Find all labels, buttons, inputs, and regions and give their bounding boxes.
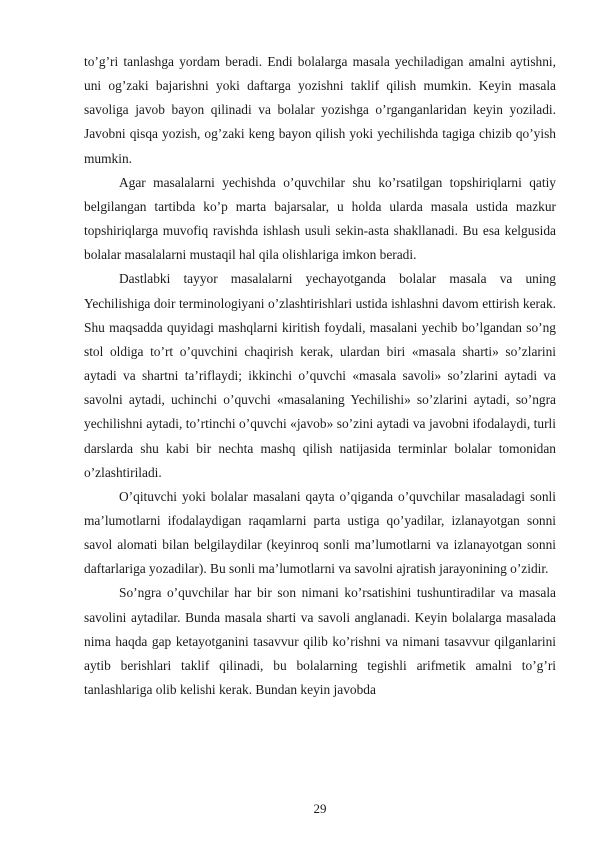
paragraph: So’ngra o’quvchilar har bir son nimani ko’rsatishini tushuntiradilar va masala savolini aytadilar. Bunda masala sharti va savoli anglanadi. Keyin bolalarga masalada nima haqda gap ketayotganini tasavvur qilib ko’rishni va nimani tasavvur qilganlarini aytib berishlari taklif qilinadi, bu bolalarning tegishli arifmetik amalni to’g’ri tanlashlariga olib kelishi kerak. Bundan keyin javobda [84, 585, 556, 698]
document-body [84, 50, 556, 702]
paragraph-continued: to’g’ri tanlashga yordam beradi. Endi bolalarga masala yechiladigan amalni aytishni, uni og’zaki bajarishni yoki daftarga yozishni taklif qilish mumkin. Keyin masala savoliga javob bayon qilinadi va bolalar yozishga o’rganganlaridan keyin yoziladi. Javobni qisqa yozish, og’zaki keng bayon qilish yoki yechilishda tagiga chizib qo’yish mumkin. [84, 54, 556, 166]
paragraph: Dastlabki tayyor masalalarni yechayotganda bolalar masala va uning Yechilishiga doir terminologiyani o’zlashtirishlari ustida ishlashni davom ettirish kerak. Shu maqsadda quyidagi mashqlarni kiritish foydali, masalani yechib bo’lgandan so’ng stol oldiga to’rt o’quvchini chaqirish kerak, ulardan biri «masala sharti» so’zlarini aytadi va shartni ta’riflaydi; ikkinchi o’quvchi «masala savoli» so’zlarini aytadi va savolni aytadi, uchinchi o’quvchi «masalaning Yechilishi» so’zlarini aytadi, so’ngra yechilishni aytadi, to’rtinchi o’quvchi «javob» so’zini aytadi va javobni ifodalaydi, turli darslarda shu kabi bir nechta mashq qilish natijasida terminlar bolalar tomonidan o’zlashtiriladi. [84, 271, 556, 480]
page-number: 29 [313, 801, 327, 816]
paragraph: O’qituvchi yoki bolalar masalani qayta o’qiganda o’quvchilar masaladagi sonli ma’lumotlarni ifodalaydigan raqamlarni parta ustiga qo’yadilar, izlanayotgan sonni savol alomati bilan belgilaydilar (keyinroq sonli ma’lumotlarni va izlanayotgan sonni daftarlariga yozadilar). Bu sonli ma’lumotlarni va savolni ajratish jarayonining o’zidir. [84, 488, 556, 577]
paragraph: Agar masalalarni yechishda o’quvchilar shu ko’rsatilgan topshiriqlarni qatiy belgilangan tartibda ko’p marta bajarsalar, u holda ularda masala ustida mazkur topshiriqlarga muvofiq ravishda ishlash usuli sekin-asta shakllanadi. Bu esa kelgusida bolalar masalalarni mustaqil hal qila olishlariga imkon beradi. [84, 174, 556, 263]
